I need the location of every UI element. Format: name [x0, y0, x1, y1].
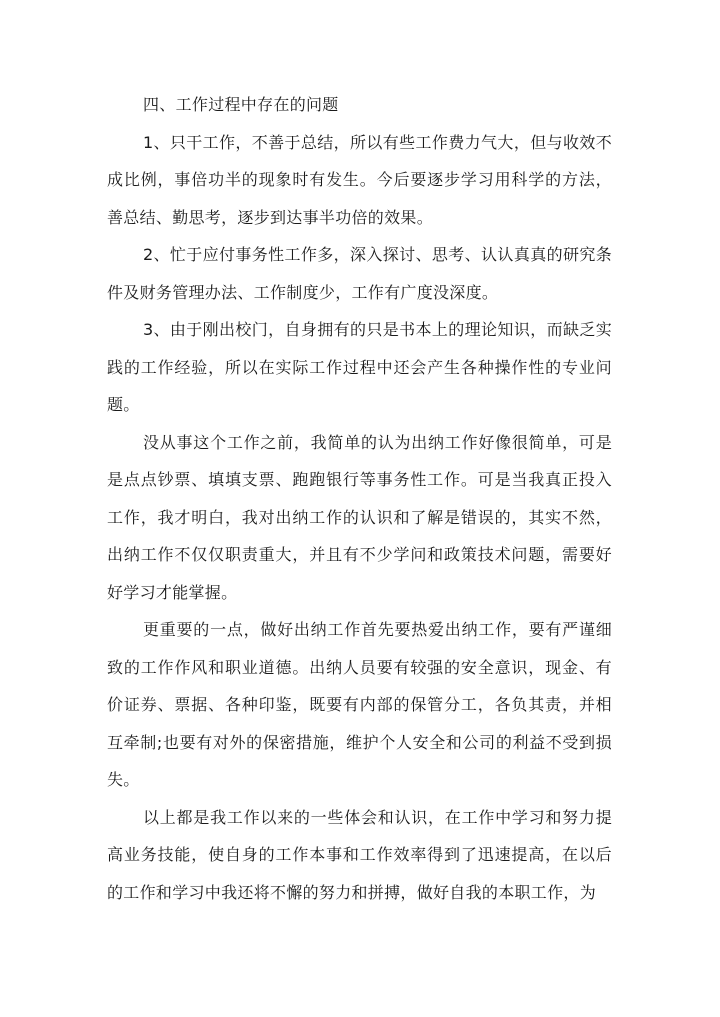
section-heading: 四、工作过程中存在的问题: [143, 95, 339, 114]
paragraph-3: 3、由于刚出校门，自身拥有的只是书本上的理论知识，而缺乏实践的工作经验，所以在实际工作过程中还会产生各种操作性的专业问题。: [107, 320, 612, 414]
paragraph-1: 1、只干工作，不善于总结，所以有些工作费力气大，但与收效不成比例，事倍功半的现象时有发生。今后要逐步学习用科学的方法，善总结、勤思考，逐步到达事半功倍的效果。: [107, 132, 612, 227]
document-body: [107, 86, 612, 911]
paragraph-6: 以上都是我工作以来的一些体会和认识，在工作中学习和努力提高业务技能，使自身的工作本事和工作效率得到了迅速提高，在以后的工作和学习中我还将不懈的努力和拼搏，做好自我的本职工作，为: [107, 807, 612, 902]
paragraph-5: 更重要的一点，做好出纳工作首先要热爱出纳工作，要有严谨细致的工作作风和职业道德。出纳人员要有较强的安全意识，现金、有价证券、票据、各种印鉴，既要有内部的保管分工，各负其责，并相互牵制;也要有对外的保密措施，维护个人安全和公司的利益不受到损失。: [107, 620, 612, 789]
paragraph-2: 2、忙于应付事务性工作多，深入探讨、思考、认认真真的研究条件及财务管理办法、工作制度少，工作有广度没深度。: [107, 245, 612, 302]
paragraph-4: 没从事这个工作之前，我简单的认为出纳工作好像很简单，可是是点点钞票、填填支票、跑跑银行等事务性工作。可是当我真正投入工作，我才明白，我对出纳工作的认识和了解是错误的，其实不然，出纳工作不仅仅职责重大，并且有不少学问和政策技术问题，需要好好学习才能掌握。: [107, 432, 612, 602]
